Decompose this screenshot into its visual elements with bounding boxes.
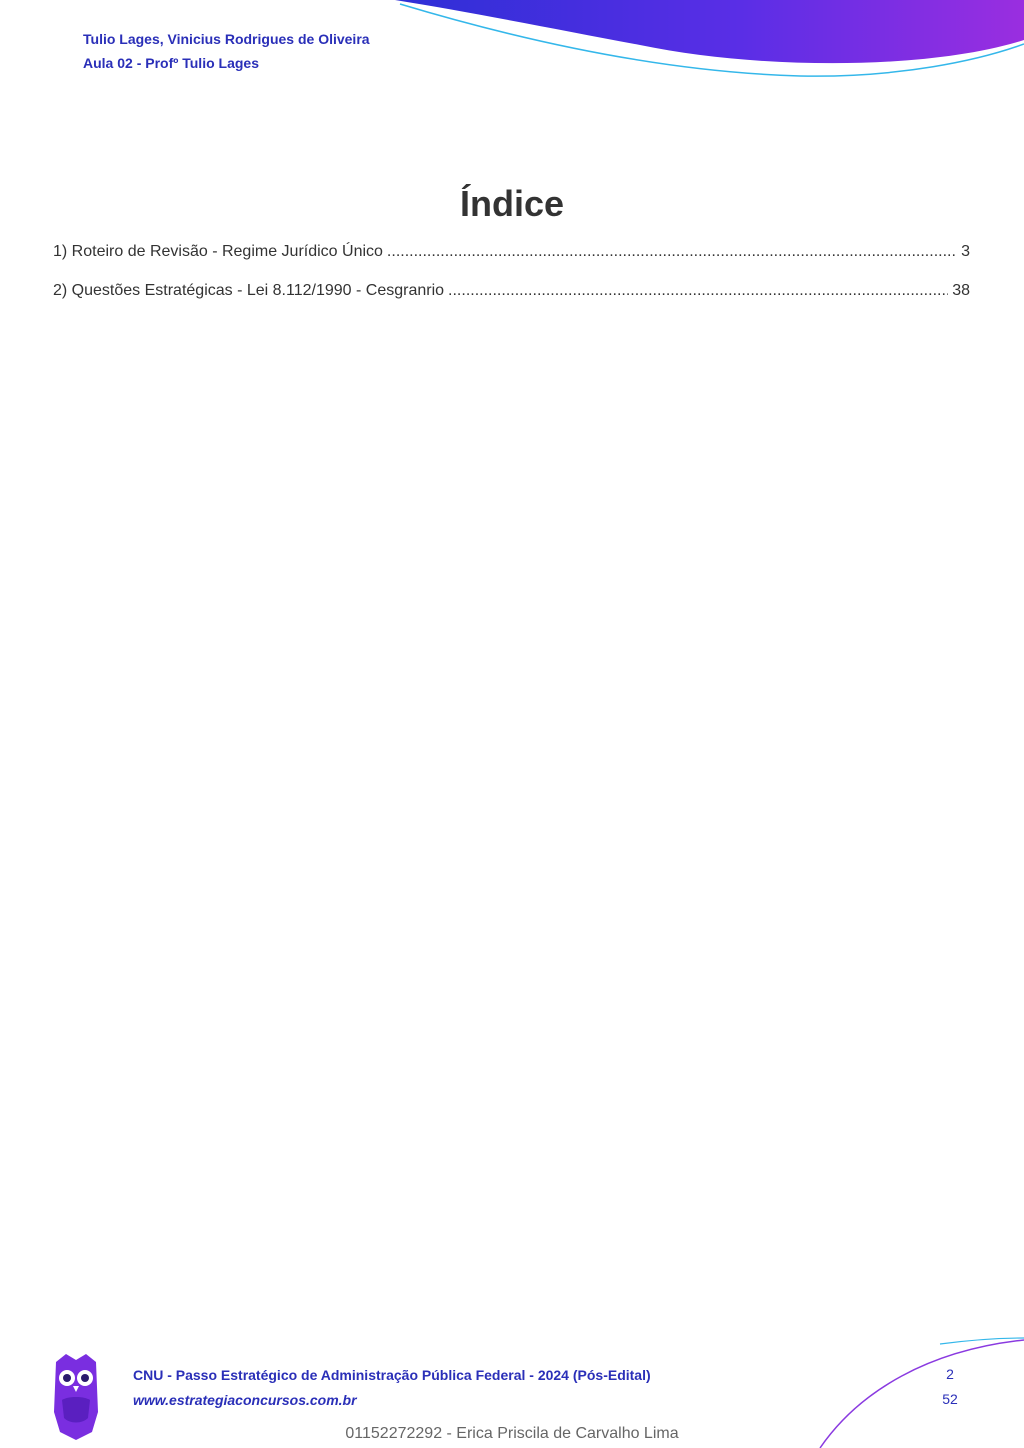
toc-dot-leader [448, 282, 948, 300]
toc-entry-page: 38 [952, 282, 970, 299]
header-authors: Tulio Lages, Vinicius Rodrigues de Oliveira [83, 31, 370, 47]
header-lesson: Aula 02 - Profº Tulio Lages [83, 55, 259, 71]
table-of-contents [53, 243, 970, 321]
toc-entry-1[interactable] [53, 243, 970, 267]
toc-entry-page: 3 [961, 243, 970, 260]
toc-entry-title: 1) Roteiro de Revisão - Regime Jurídico Único [53, 243, 383, 260]
footer-license-owner: 01152272292 - Erica Priscila de Carvalho Lima [345, 1425, 679, 1442]
page-header [83, 27, 370, 75]
toc-entry-2[interactable] [53, 282, 970, 306]
footer-course-title: CNU - Passo Estratégico de Administração Pública Federal - 2024 (Pós-Edital) [133, 1367, 651, 1383]
footer-page-number: 2 [946, 1366, 954, 1382]
footer-website-link[interactable]: www.estrategiaconcursos.com.br [133, 1392, 357, 1408]
toc-entry-title: 2) Questões Estratégicas - Lei 8.112/1990 - Cesgranrio [53, 282, 445, 299]
footer-page-total: 52 [942, 1391, 958, 1407]
toc-dot-leader [387, 243, 957, 261]
page-title: Índice [459, 183, 565, 224]
